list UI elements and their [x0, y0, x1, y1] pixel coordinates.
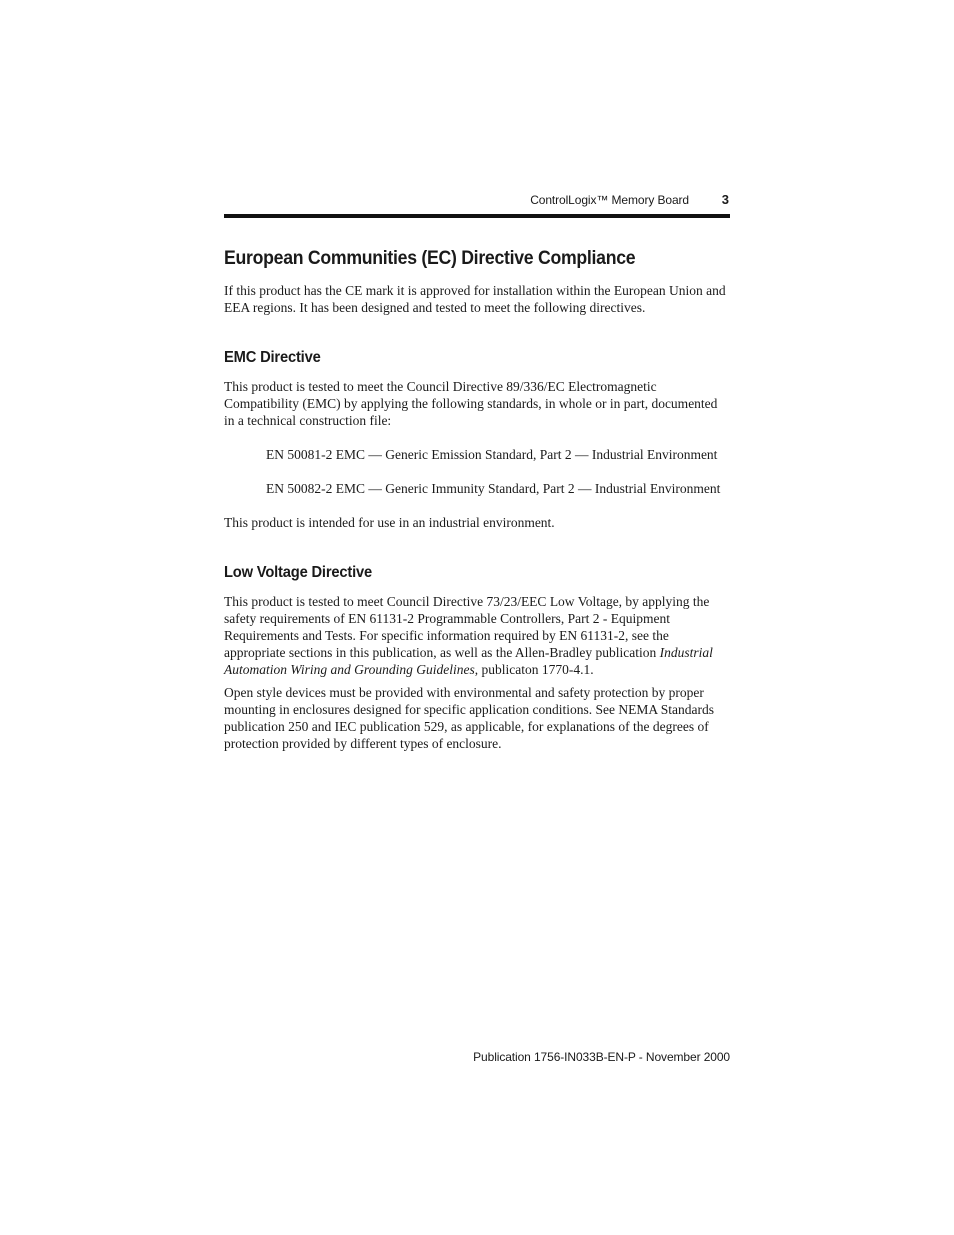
header-rule	[224, 214, 730, 218]
ec-intro-paragraph: If this product has the CE mark it is approved for installation within the European Union and EEA regions. It has been designed and tested to meet the following directives.	[224, 283, 726, 315]
lv-enclosure-paragraph: Open style devices must be provided with environmental and safety protection by proper mounting in enclosures designed for specific application conditions. See NEMA Standards publication 250 and IEC publication 529, as applicable, for explanations of the degrees of protection provided by different types of enclosure.	[224, 685, 715, 751]
lv-body-paragraph	[224, 593, 730, 678]
lv-body-lead: This product is tested to meet Council Directive 73/23/EEC Low Voltage, by applying the safety requirements of EN 61131-2 Programmable Controllers, Part 2 - Equipment Requirements and Tests. For specific information required by EN 61131-2, see the appropriate sections in this publication, as well as the Allen-Bradley publication	[224, 594, 710, 660]
emc-standard-item: EN 50082-2 EMC — Generic Immunity Standard, Part 2 — Industrial Environment	[266, 481, 721, 496]
emc-body-paragraph: This product is tested to meet the Council Directive 89/336/EC Electromagnetic Compatibility (EMC) by applying the following standards, in whole or in part, documented in a technical construction file:	[224, 379, 718, 428]
emc-closing-paragraph: This product is intended for use in an industrial environment.	[224, 515, 555, 530]
section-title-low-voltage-directive: Low Voltage Directive	[224, 564, 373, 581]
emc-standard-item: EN 50081-2 EMC — Generic Emission Standard, Part 2 — Industrial Environment	[266, 447, 718, 462]
main-content	[224, 246, 730, 752]
section-title-ec-directive: European Communities (EC) Directive Compliance	[224, 248, 636, 269]
publication-footer: Publication 1756-IN033B-EN-P - November 2000	[473, 1050, 730, 1064]
page-number: 3	[721, 192, 729, 207]
lv-body-tail: , publicaton 1770-4.1.	[474, 662, 594, 677]
running-title: ControlLogix™ Memory Board	[530, 193, 689, 207]
lv-publication-title: Industrial Automation Wiring and Grounding Guidelines	[224, 645, 713, 677]
running-header	[224, 192, 730, 210]
section-title-emc-directive: EMC Directive	[224, 349, 321, 366]
